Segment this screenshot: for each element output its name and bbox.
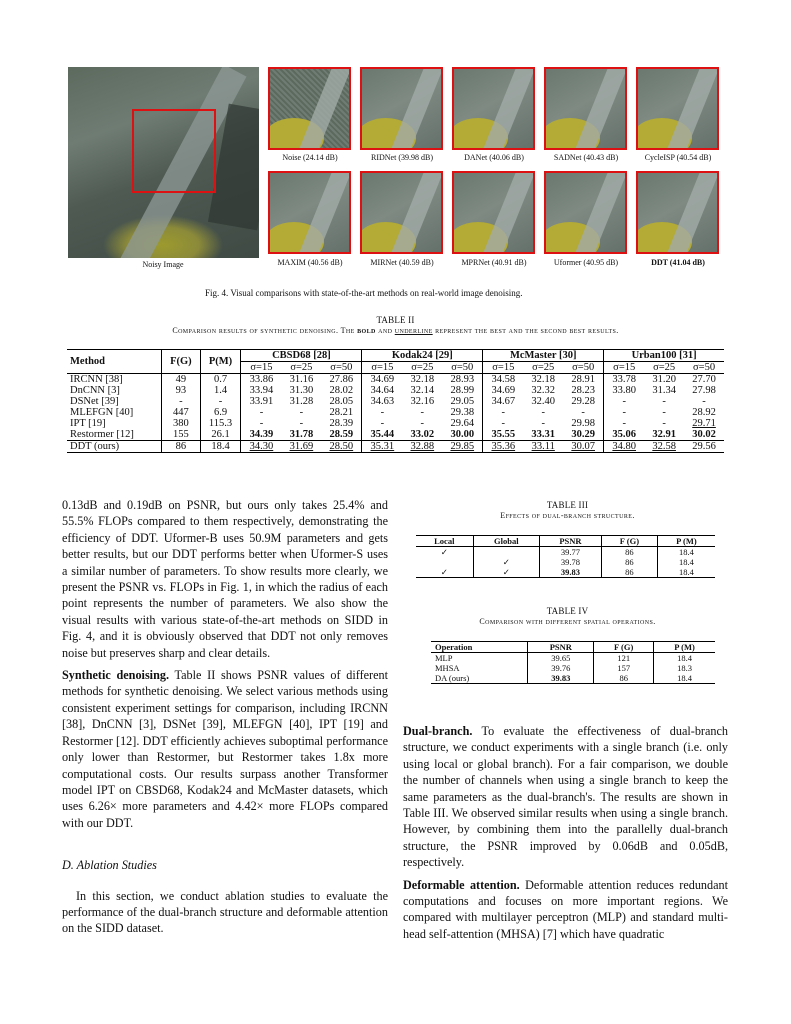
table-cell: - (581, 407, 585, 418)
sigma-header: σ=50 (442, 362, 483, 374)
table-cell: ✓ (440, 567, 448, 577)
table4-label: TABLE IV (546, 606, 589, 616)
table-row (67, 429, 724, 441)
table-cell: 18.4 (654, 673, 715, 684)
left-paragraph-1: 0.13dB and 0.19dB on PSNR, but ours only takes 25.4% and 55.5% FLOPs compared to them respectively, demonstrating the efficiency of DDT. Uformer-B uses 50.9M parameters and gets better results, but our DDT performs better when Uformer-S uses a similar number of parameters. To show results more clearly, we present the PSNR vs. FLOPs in Fig. 1, in which the radius of each point represents the number of parameters. We also show the visual results with various state-of-the-art methods on SIDD in Fig. 4, and it is obviously observed that DDT not only removes noise but preserves sharp and clear details. (62, 498, 388, 660)
thumbnail-caption: DDT (41.04 dB) (651, 258, 705, 267)
table-cell: 18.4 (657, 557, 715, 567)
table-cell: IRCNN [38] (70, 374, 123, 385)
table-cell: 33.31 (531, 429, 556, 440)
table-cell: 31.30 (289, 385, 314, 396)
table-cell: 31.34 (652, 385, 676, 396)
col-method: Method (67, 350, 162, 374)
table-cell: 28.02 (329, 385, 354, 396)
table-cell: 49 (162, 374, 200, 386)
thumbnail-caption: Noise (24.14 dB) (282, 153, 338, 162)
table-header-cell: F (G) (601, 536, 657, 547)
table-cell: 28.59 (329, 429, 354, 440)
section-heading: D. Ablation Studies (62, 858, 157, 873)
table-cell: ✓ (440, 547, 448, 557)
table-cell: 39.77 (540, 547, 602, 558)
table-cell: - (200, 396, 241, 407)
table-row (67, 418, 724, 429)
table-cell: - (541, 407, 545, 418)
table-cell: 86 (601, 567, 657, 578)
table-cell: 32.58 (652, 441, 676, 452)
result-thumbnail (268, 67, 351, 150)
col-flops: F(G) (162, 350, 200, 374)
table-cell: - (541, 418, 545, 429)
table-cell: 39.78 (540, 557, 602, 567)
table2-caption-bold: bold (357, 326, 376, 335)
table2-caption-c: represent the best and the second best results. (432, 326, 619, 335)
table-row (67, 441, 724, 453)
table-cell: 155 (162, 429, 200, 441)
table-header-cell: Global (473, 536, 539, 547)
table-cell: 33.02 (410, 429, 435, 440)
table-cell: 35.36 (483, 441, 524, 453)
sigma-header: σ=25 (281, 362, 321, 374)
thumbnail-caption: DANet (40.06 dB) (464, 153, 524, 162)
table-cell: ✓ (473, 557, 539, 567)
table-cell: 447 (162, 407, 200, 418)
synthetic-denoising-text: Table II shows PSNR values of different methods for synthetic denoising. We select various methods using consistent experiment settings for comparison, including IRCNN [38], DnCNN [3], DSNet [39], MLEFGN [40], IPT [19] and Restormer [12]. DDT efficiently achieves suboptimal performance only lower than Restormer, but Restormer takes 1.8x more computational costs. Our results surpass another Transformer model IPT on CBSD68, Kodak24 and McMaster datasets, which uses 6.26× more parameters and 4.42× more FLOPs compared with our DDT. (62, 668, 388, 830)
table-row (67, 374, 724, 386)
table-row (431, 653, 715, 664)
dual-branch-paragraph (403, 723, 728, 871)
sigma-header: σ=50 (321, 362, 362, 374)
sigma-header: σ=50 (684, 362, 724, 374)
result-thumbnail (636, 67, 719, 150)
table-cell: 86 (601, 547, 657, 558)
ablation-paragraph: In this section, we conduct ablation studies to evaluate the performance of the dual-branch structure and deformable attention on the SIDD dataset. (62, 888, 388, 936)
table-cell: 27.98 (692, 385, 716, 396)
table-cell: - (662, 418, 666, 429)
table-cell: - (162, 396, 200, 407)
table-cell: 28.21 (329, 407, 354, 418)
table-cell: 34.39 (241, 429, 282, 441)
left-column (62, 497, 388, 937)
table-cell: DDT (ours) (70, 441, 120, 452)
thumbnail-caption: MPRNet (40.91 dB) (461, 258, 527, 267)
thumbnail-caption: Uformer (40.95 dB) (553, 258, 619, 267)
table-row (431, 663, 715, 673)
sigma-header: σ=25 (523, 362, 563, 374)
table-cell: - (604, 407, 645, 418)
sigma-header: σ=25 (644, 362, 684, 374)
table-cell: 18.4 (657, 567, 715, 578)
table-cell: 32.18 (531, 374, 556, 385)
table-cell: IPT [19] (70, 418, 106, 429)
table-cell: 35.44 (362, 429, 403, 441)
col-kodak24: Kodak24 [29] (362, 350, 483, 362)
table-cell: 30.07 (571, 441, 595, 452)
right-column (403, 723, 728, 942)
table-cell: - (604, 396, 645, 407)
noisy-image (68, 67, 259, 258)
table-cell: 29.85 (450, 441, 475, 452)
table-cell: 33.94 (241, 385, 282, 396)
table-cell: 31.20 (652, 374, 676, 385)
table-cell: DnCNN [3] (70, 385, 120, 396)
table-cell: - (241, 407, 282, 418)
table-cell: 39.83 (528, 673, 594, 684)
table-cell: - (662, 396, 666, 407)
sigma-header: σ=15 (483, 362, 524, 374)
table-cell: 93 (162, 385, 200, 396)
table-cell: 29.64 (450, 418, 475, 429)
deformable-attention-heading: Deformable attention. (403, 877, 520, 892)
table-row (416, 567, 715, 578)
table-cell: 18.4 (200, 441, 241, 453)
dual-branch-text: To evaluate the effectiveness of dual-branch structure, we conduct experiments with a single branch (i.e. only using local or global branch). For a fair comparison, we double the number of channels when using a single branch to keep the same parameters as the dual-branch's. The results are shown in Table III. We observed similar results when using a single branch. However, by combining them into the parallelly dual-branch structure, the PSNR improved by 0.06dB and 0.05dB, respectively. (403, 724, 728, 870)
table-cell: DSNet [39] (70, 396, 119, 407)
table-cell: 26.1 (200, 429, 241, 441)
thumbnail-caption: SADNet (40.43 dB) (553, 153, 619, 162)
table-header-cell: PSNR (528, 642, 594, 653)
table-cell: 35.31 (362, 441, 403, 453)
table-cell: 31.28 (289, 396, 314, 407)
table-header-cell: PSNR (540, 536, 602, 547)
table-cell: 31.69 (289, 441, 314, 452)
table4-caption: Comparison with different spatial operations. (479, 617, 656, 626)
table-cell: 35.55 (483, 429, 524, 441)
table-cell: 380 (162, 418, 200, 429)
table-cell: 39.76 (528, 663, 594, 673)
table-cell: 33.91 (241, 396, 282, 407)
sigma-header: σ=15 (604, 362, 645, 374)
deformable-attention-text: Deformable attention reduces redundant computations and focuses on more important regions. We compared with multilayer perceptron (MLP) and standard multi-head self-attention (MHSA) [7] which have quadratic (403, 877, 729, 941)
table-row (67, 407, 724, 418)
table-cell: 1.4 (200, 385, 241, 396)
table-cell: 30.02 (692, 429, 716, 440)
table-cell: 18.4 (657, 547, 715, 558)
col-mcmaster: McMaster [30] (483, 350, 604, 362)
table-cell: 34.80 (604, 441, 645, 453)
table3-caption: Effects of dual-branch structure. (500, 511, 635, 520)
synthetic-denoising-heading: Synthetic denoising. (62, 668, 169, 683)
table-cell: - (420, 418, 425, 429)
table-cell: 39.65 (528, 653, 594, 664)
result-thumbnail (452, 171, 535, 254)
table-cell: 27.86 (329, 374, 354, 385)
table2-caption (0, 326, 791, 335)
table-cell: 6.9 (200, 407, 241, 418)
thumbnail-caption: MIRNet (40.59 dB) (370, 258, 434, 267)
table-cell: 34.30 (241, 441, 282, 453)
table-cell: MHSA (435, 663, 460, 673)
table-cell: 33.80 (604, 385, 645, 396)
noisy-image-label: Noisy Image (142, 260, 184, 269)
thumbnail-caption: CycleISP (40.54 dB) (644, 153, 712, 162)
table2 (67, 349, 724, 453)
table-cell: 29.98 (571, 418, 595, 429)
table-cell: 35.06 (604, 429, 645, 441)
table3 (416, 535, 715, 578)
table-cell: 32.32 (531, 385, 556, 396)
thumbnail-caption: MAXIM (40.56 dB) (277, 258, 343, 267)
table-cell: 32.91 (652, 429, 676, 440)
table-cell: ✓ (473, 567, 539, 578)
table-cell: 28.39 (329, 418, 354, 429)
result-thumbnail (636, 171, 719, 254)
table-row (67, 396, 724, 407)
table-cell: 28.93 (450, 374, 475, 385)
table-cell: - (702, 396, 706, 407)
table-cell: DA (ours) (435, 673, 470, 683)
table-cell: - (483, 407, 524, 418)
col-params: P(M) (200, 350, 241, 374)
result-thumbnail (452, 67, 535, 150)
table-cell: 32.14 (410, 385, 435, 396)
table-cell: 32.16 (410, 396, 435, 407)
table2-caption-a: Comparison results of synthetic denoising. The (172, 326, 358, 335)
table-cell: 34.63 (362, 396, 403, 407)
table-cell (416, 557, 473, 567)
table-cell: 34.58 (483, 374, 524, 386)
table-cell: 28.92 (692, 407, 716, 418)
table-cell: 33.11 (531, 441, 555, 452)
result-thumbnail (544, 171, 627, 254)
table-cell: 29.05 (450, 396, 475, 407)
table-cell: 30.29 (571, 429, 595, 440)
table-cell: 33.78 (604, 374, 645, 386)
table-cell: 32.18 (410, 374, 435, 385)
table-cell: 28.99 (450, 385, 475, 396)
table-header-cell: P (M) (654, 642, 715, 653)
table-header-cell: Local (416, 536, 473, 547)
deformable-attention-paragraph (403, 877, 728, 943)
table-cell: 18.4 (654, 653, 715, 664)
table-cell: - (604, 418, 645, 429)
col-urban100: Urban100 [31] (604, 350, 724, 362)
table-header-cell: Operation (431, 642, 528, 653)
table-cell: 31.16 (289, 374, 314, 385)
table-cell: 29.71 (692, 418, 716, 429)
table-cell: 28.23 (571, 385, 595, 396)
table-cell: 86 (594, 673, 654, 684)
table2-label: TABLE II (376, 315, 415, 325)
col-cbsd68: CBSD68 [28] (241, 350, 362, 362)
result-thumbnail (544, 67, 627, 150)
table-cell: 28.05 (329, 396, 354, 407)
table-cell: - (362, 407, 403, 418)
table-cell: - (299, 418, 304, 429)
sigma-header: σ=25 (402, 362, 442, 374)
table-cell: - (241, 418, 282, 429)
table-header-cell: P (M) (657, 536, 715, 547)
table-cell: - (662, 407, 666, 418)
table-row (67, 385, 724, 396)
table-cell: - (483, 418, 524, 429)
table-cell: 34.69 (362, 374, 403, 386)
table-cell: Restormer [12] (70, 429, 134, 440)
result-thumbnail (268, 171, 351, 254)
table-cell: - (420, 407, 425, 418)
table-cell: 86 (162, 441, 200, 453)
result-thumbnail (360, 171, 443, 254)
table-cell: 86 (601, 557, 657, 567)
table-cell: 29.38 (450, 407, 475, 418)
table-cell: 18.3 (654, 663, 715, 673)
thumbnail-caption: RIDNet (39.98 dB) (371, 153, 433, 162)
table-row (431, 673, 715, 684)
table-cell: 115.3 (200, 418, 241, 429)
table-cell: 39.83 (540, 567, 602, 578)
roi-box (132, 109, 216, 193)
table-cell: 30.00 (450, 429, 475, 440)
table-cell: 121 (594, 653, 654, 664)
table-cell: MLP (435, 653, 453, 663)
table-header-cell: F (G) (594, 642, 654, 653)
synthetic-denoising-paragraph (62, 667, 388, 831)
table-cell: 0.7 (200, 374, 241, 386)
table-cell: 31.78 (289, 429, 314, 440)
table-cell: 28.91 (571, 374, 595, 385)
table-cell (473, 547, 539, 558)
table-cell: 27.70 (692, 374, 716, 385)
table3-label: TABLE III (546, 500, 589, 510)
dual-branch-heading: Dual-branch. (403, 724, 473, 738)
table-cell: MLEFGN [40] (70, 407, 134, 418)
table-cell: 34.69 (483, 385, 524, 396)
table-cell: 34.64 (362, 385, 403, 396)
figure-caption: Fig. 4. Visual comparisons with state-of-the-art methods on real-world image denoising. (205, 288, 523, 298)
table-cell: 29.56 (692, 441, 716, 452)
table-cell: - (362, 418, 403, 429)
table-cell: 32.40 (531, 396, 556, 407)
table-cell: 33.86 (241, 374, 282, 386)
table-cell: 28.50 (329, 441, 354, 452)
result-thumbnail (360, 67, 443, 150)
sigma-header: σ=15 (241, 362, 282, 374)
sigma-header: σ=50 (563, 362, 604, 374)
sigma-header: σ=15 (362, 362, 403, 374)
table-row (416, 557, 715, 567)
table-cell: 29.28 (571, 396, 595, 407)
table-cell: - (299, 407, 304, 418)
table-cell: 32.88 (410, 441, 435, 452)
table2-caption-underline: underline (394, 326, 433, 335)
table-cell: 34.67 (483, 396, 524, 407)
table-row (416, 547, 715, 558)
table4 (431, 641, 715, 684)
table-cell: 157 (594, 663, 654, 673)
table2-caption-b: and (375, 326, 395, 335)
